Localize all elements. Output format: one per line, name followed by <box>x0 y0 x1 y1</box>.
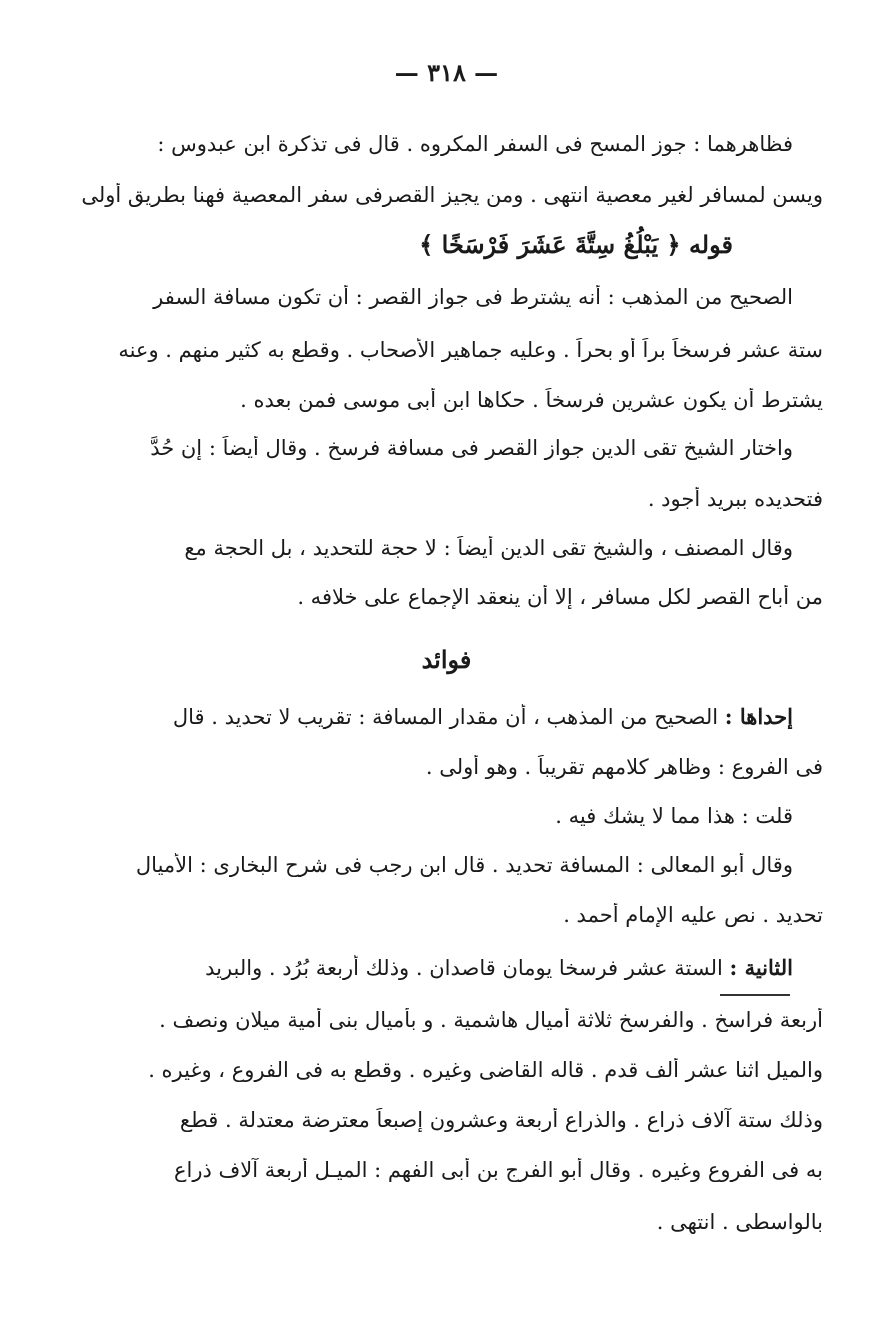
benefit-text-6: الستة عشر فرسخا يومان قاصدان . وذلك أربعة بُرُد . والبريد <box>205 956 730 980</box>
lead-underline <box>720 994 790 996</box>
paragraph-line-2: ستة عشر فرسخاً براً أو بحراً . وعليه جماهير الأصحاب . وقطع به كثير منهم . وعنه <box>118 338 823 362</box>
page-number: — ٣١٨ — <box>394 58 499 87</box>
paragraph-line-3: يشترط أن يكون عشرين فرسخاً . حكاها ابن أبى موسى فمن بعده . <box>240 388 823 412</box>
benefit-line-11: بالواسطى . انتهى . <box>656 1210 823 1234</box>
benefit-line-9: وذلك ستة آلاف ذراع . والذراع أربعة وعشرون إصبعاً معترضة معتدلة . قطع <box>179 1108 823 1132</box>
quote-heading: قوله ﴿ يَبْلُغُ سِتَّةَ عَشَرَ فَرْسَخًا ﴾ <box>419 230 733 259</box>
benefit-line-8: والميل اثنا عشر ألف قدم . قاله القاضى وغيره . وقطع به فى الفروع ، وغيره . <box>148 1058 823 1082</box>
benefit-line-6 <box>33 955 823 980</box>
section-title: فوائد <box>421 645 472 674</box>
paragraph-line-5: فتحديده ببريد أجود . <box>647 487 823 511</box>
benefit-line-7: أربعة فراسخ . والفرسخ ثلاثة أميال هاشمية . و بأميال بنى أمية ميلان ونصف . <box>159 1008 823 1032</box>
paragraph-line-7: من أباح القصر لكل مسافر ، إلا أن ينعقد الإجماع على خلافه . <box>297 585 823 609</box>
text-line-2: ويسن لمسافر لغير معصية انتهى . ومن يجيز القصرفى سفر المعصية فهنا بطريق أولى <box>81 183 823 207</box>
benefit-line-1 <box>33 704 823 729</box>
paragraph-line-4: واختار الشيخ تقى الدين جواز القصر فى مسافة فرسخ . وقال أيضاً : إن حُدَّ <box>150 436 793 460</box>
benefit-line-3: قلت : هذا مما لا يشك فيه . <box>555 804 793 828</box>
text-line-1: فظاهرهما : جوز المسح فى السفر المكروه . قال فى تذكرة ابن عبدوس : <box>157 132 793 156</box>
benefit-line-2: فى الفروع : وظاهر كلامهم تقريباً . وهو أولى . <box>425 755 823 779</box>
benefit-lead-1: إحداها : <box>724 704 793 729</box>
benefit-lead-2: الثانية : <box>729 955 793 980</box>
paragraph-line-6: وقال المصنف ، والشيخ تقى الدين أيضاً : لا حجة للتحديد ، بل الحجة مع <box>184 536 793 560</box>
benefit-line-4: وقال أبو المعالى : المسافة تحديد . قال ابن رجب فى شرح البخارى : الأميال <box>135 853 793 877</box>
benefit-text-1: الصحيح من المذهب ، أن مقدار المسافة : تقريب لا تحديد . قال <box>172 705 725 729</box>
benefit-line-5: تحديد . نص عليه الإمام أحمد . <box>563 903 823 927</box>
paragraph-line-1: الصحيح من المذهب : أنه يشترط فى جواز القصر : أن تكون مسافة السفر <box>153 285 793 309</box>
benefit-line-10: به فى الفروع وغيره . وقال أبو الفرج بن أبى الفهم : الميـل أربعة آلاف ذراع <box>174 1158 823 1182</box>
